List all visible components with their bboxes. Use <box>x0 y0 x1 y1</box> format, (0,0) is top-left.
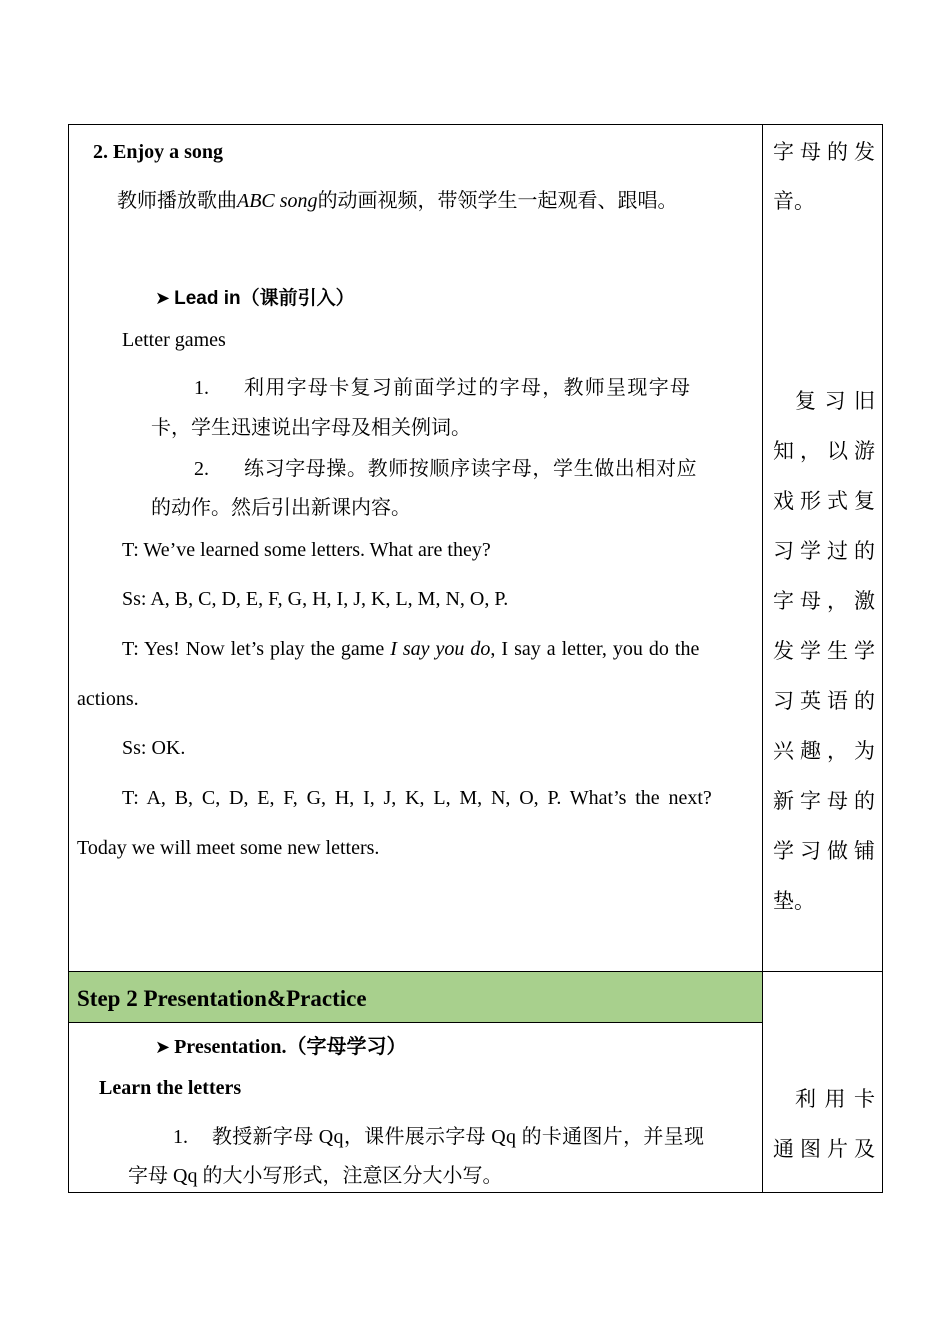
side-note-char: ， <box>800 439 821 463</box>
side-note-line <box>773 539 875 563</box>
side-note-char: 片 <box>827 1137 848 1161</box>
side-note-char: 母 <box>800 140 821 164</box>
arrow-bullet-icon: ➤ <box>155 1037 171 1058</box>
side-note-char: 学 <box>800 639 821 663</box>
item1-line2: 卡，学生迅速说出字母及相关例词。 <box>151 417 471 439</box>
side-note-char: 趣 <box>800 739 821 763</box>
side-note-char: 学 <box>773 839 794 863</box>
side-note-char: 新 <box>773 789 794 813</box>
side-note-char: 通 <box>773 1137 794 1161</box>
side-note-char: 戏 <box>773 489 794 513</box>
side-note-char: ， <box>827 739 848 763</box>
item2-line1: 练习字母操。教师按顺序读字母，学生做出相对应 <box>244 458 698 480</box>
p-item1-line1: 教授新字母 Qq，课件展示字母 Qq 的卡通图片，并呈现 <box>212 1126 705 1148</box>
side-note-char: 旧 <box>854 389 875 413</box>
side-note-char: 生 <box>827 639 848 663</box>
song-heading: 2. Enjoy a song <box>93 141 224 163</box>
side-note-char: 形 <box>800 489 821 513</box>
step2-heading: Step 2 Presentation&Practice <box>77 986 367 1011</box>
side-note-char: 发 <box>773 639 794 663</box>
item2-line2: 的动作。然后引出新课内容。 <box>151 497 411 519</box>
lead-in-heading <box>155 287 355 311</box>
side-note-char: 习 <box>800 839 821 863</box>
lead-in-text: Lead in（课前引入） <box>174 288 355 309</box>
column-divider <box>762 125 763 1192</box>
side-note-char: 学 <box>800 539 821 563</box>
side-note-char: 英 <box>800 689 821 713</box>
presentation-text: Presentation.（字母学习） <box>174 1036 407 1058</box>
side-note-line: 音。 <box>773 189 815 213</box>
side-note-char: 利 <box>795 1087 816 1111</box>
side-note-char: 发 <box>854 140 875 164</box>
song-title: ABC song <box>237 190 318 212</box>
side-note-char: 字 <box>800 789 821 813</box>
learn-letters-label: Learn the letters <box>99 1077 242 1099</box>
side-note-line <box>773 489 875 513</box>
side-note-line <box>773 689 875 713</box>
arrow-bullet-icon: ➤ <box>155 288 171 309</box>
song-description <box>117 189 678 213</box>
dialog-line: T: A, B, C, D, E, F, G, H, I, J, K, L, M, N, O, P. What’s the next? <box>122 787 712 809</box>
side-note-char: 兴 <box>773 739 794 763</box>
side-note-line <box>773 140 875 164</box>
side-note-line: 垫。 <box>773 889 815 913</box>
side-note-line <box>795 1087 875 1111</box>
letter-games-label: Letter games <box>122 329 226 351</box>
side-note-char: 的 <box>854 789 875 813</box>
side-note-char: 为 <box>854 739 875 763</box>
dialog-line: actions. <box>77 688 139 710</box>
item1-number: 1. <box>194 377 209 399</box>
side-note-char: 知 <box>773 439 794 463</box>
side-note-char: 激 <box>854 589 875 613</box>
side-note-char: 游 <box>854 439 875 463</box>
row-divider <box>69 1022 763 1023</box>
dialog3-post: , I say a letter, you do the <box>490 638 700 660</box>
side-note-char: 的 <box>827 140 848 164</box>
side-note-char: 铺 <box>854 839 875 863</box>
side-note-line <box>773 789 875 813</box>
side-note-char: 图 <box>800 1137 821 1161</box>
side-note-char: 习 <box>773 689 794 713</box>
dialog-line: Ss: OK. <box>122 737 186 759</box>
side-note-char: 习 <box>824 389 846 413</box>
side-note-char: 式 <box>827 489 848 513</box>
side-note-char: 字 <box>773 140 794 164</box>
side-note-char: 母 <box>827 789 848 813</box>
side-note-char: 的 <box>854 539 875 563</box>
side-note-line <box>773 439 875 463</box>
side-note-line <box>795 389 875 413</box>
side-note-line <box>773 589 875 613</box>
item1-line1: 利用字母卡复习前面学过的字母，教师呈现字母 <box>244 377 692 399</box>
item2-number: 2. <box>194 458 209 480</box>
side-note-line <box>773 739 875 763</box>
side-note-char: 学 <box>854 639 875 663</box>
side-note-line <box>773 639 875 663</box>
side-note-char: 做 <box>827 839 848 863</box>
game-name: I say you do <box>390 638 491 660</box>
side-note-line <box>773 1137 875 1161</box>
dialog-line: Today we will meet some new letters. <box>77 837 380 859</box>
side-note-char: 习 <box>773 539 794 563</box>
dialog3-pre: T: Yes! Now let’s play the game <box>122 638 385 660</box>
side-note-char: 过 <box>827 539 848 563</box>
side-note-char: 以 <box>827 439 848 463</box>
side-note-char: 语 <box>827 689 848 713</box>
song-desc-pre: 教师播放歌曲 <box>117 190 237 212</box>
song-desc-post: 的动画视频，带领学生一起观看、跟唱。 <box>317 190 678 212</box>
p-item1-number: 1. <box>173 1126 188 1148</box>
side-note-char: ， <box>827 589 848 613</box>
side-note-char: 复 <box>795 389 816 413</box>
p-item1-line2: 字母 Qq 的大小写形式，注意区分大小写。 <box>128 1165 503 1187</box>
presentation-heading <box>155 1035 407 1060</box>
dialog-line: T: We’ve learned some letters. What are they? <box>122 539 491 561</box>
side-note-char: 的 <box>854 689 875 713</box>
side-note-char: 字 <box>773 589 794 613</box>
side-note-line <box>773 839 875 863</box>
dialog-line <box>122 637 699 661</box>
side-note-char: 母 <box>800 589 821 613</box>
side-note-char: 用 <box>824 1087 846 1111</box>
side-note-char: 及 <box>854 1137 875 1161</box>
side-note-char: 卡 <box>854 1087 875 1111</box>
side-note-char: 复 <box>854 489 875 513</box>
row-divider <box>69 971 882 972</box>
dialog-line: Ss: A, B, C, D, E, F, G, H, I, J, K, L, M, N, O, P. <box>122 588 509 610</box>
